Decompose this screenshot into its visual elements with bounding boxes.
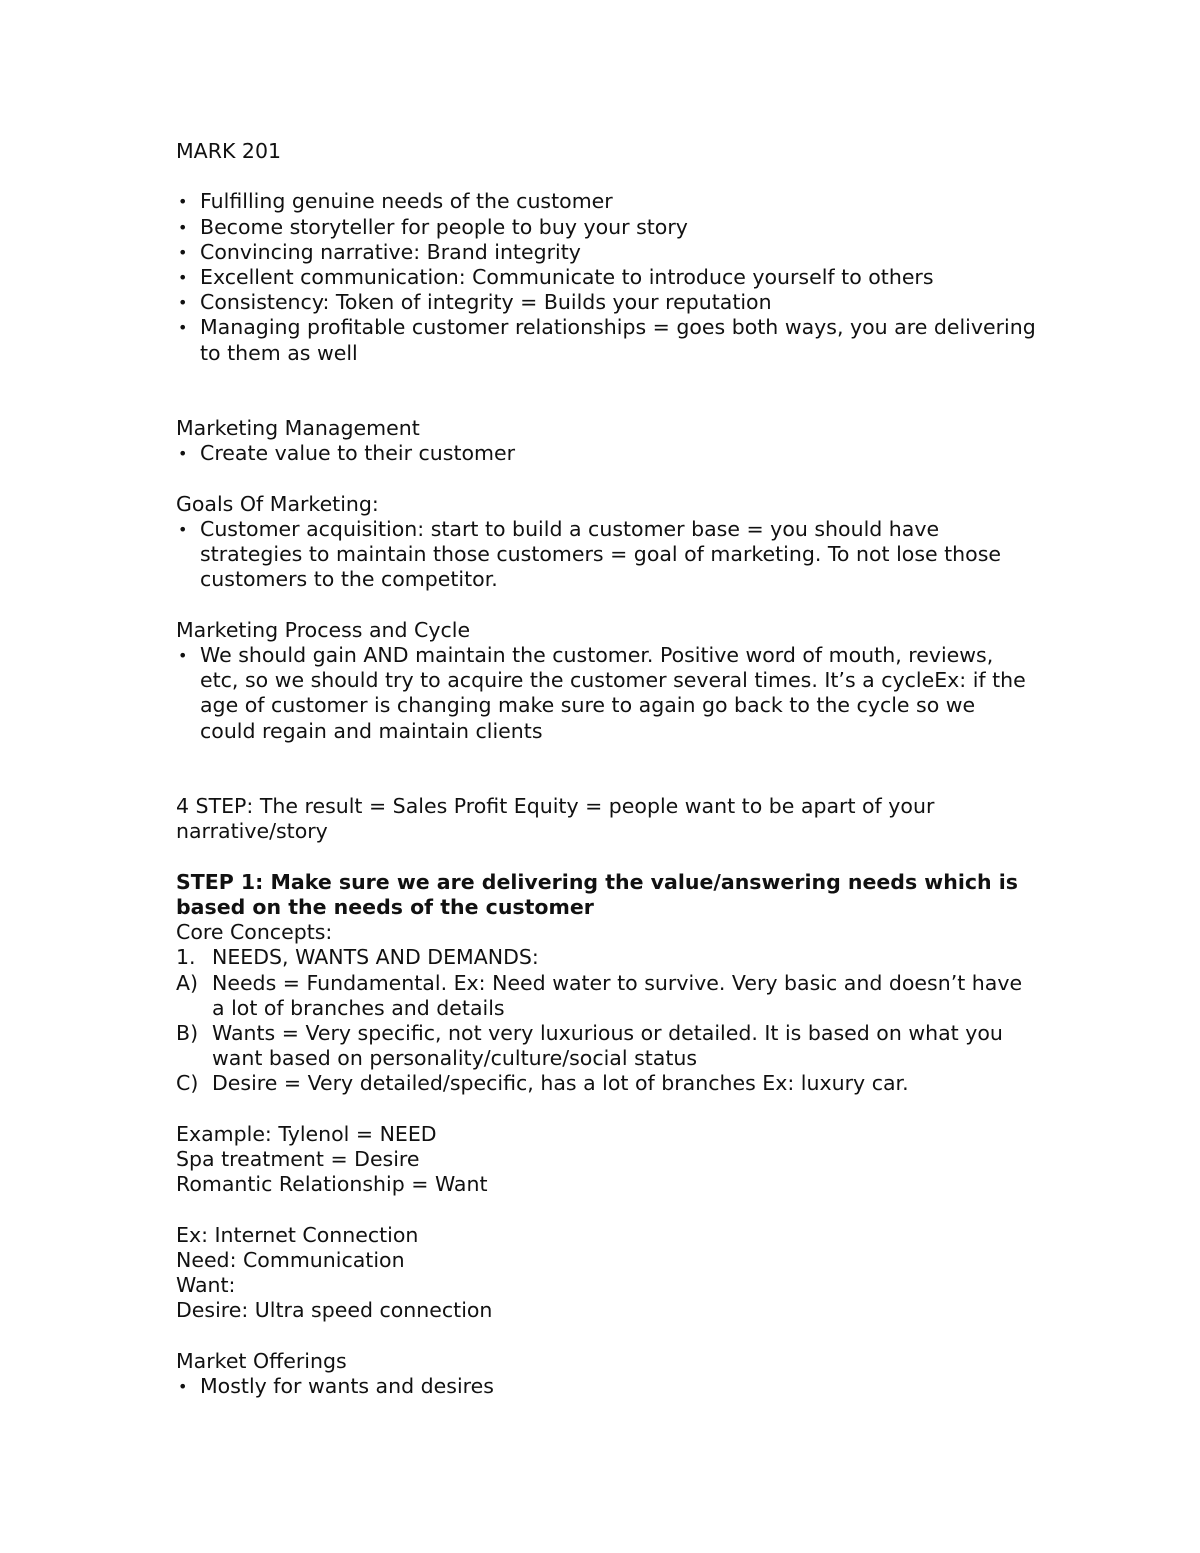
core-concepts-label: Core Concepts: xyxy=(176,920,333,945)
list-item: • Mostly for wants and desires xyxy=(176,1374,1036,1399)
list-item: • Customer acquisition: start to build a customer base = you should have strategies to maintain those customers = goal of marketing. To not lose those customers to the competitor. xyxy=(176,517,1036,593)
list-item xyxy=(176,971,1036,1021)
list-item xyxy=(176,1021,1036,1071)
example-line: Desire: Ultra speed connection xyxy=(176,1298,493,1323)
section-heading-market-offerings: Market Offerings xyxy=(176,1348,347,1373)
process-list xyxy=(176,643,1036,744)
section-heading-goals: Goals Of Marketing: xyxy=(176,491,379,516)
list-item-text: Needs = Fundamental. Ex: Need water to survive. Very basic and doesn’t have a lot of branches and details xyxy=(212,970,1023,1020)
example-line: Want: xyxy=(176,1273,236,1298)
list-item-text: NEEDS, WANTS AND DEMANDS: xyxy=(212,945,539,970)
list-marker: B) xyxy=(176,1021,199,1046)
goals-list xyxy=(176,517,1036,593)
list-marker: A) xyxy=(176,970,199,995)
list-item: • Managing profitable customer relationships = goes both ways, you are delivering to them as well xyxy=(176,315,1036,365)
marketing-management-list xyxy=(176,441,1036,466)
section-heading-marketing-management: Marketing Management xyxy=(176,416,420,441)
example-line: Need: Communication xyxy=(176,1247,405,1272)
section-heading-process: Marketing Process and Cycle xyxy=(176,617,471,642)
list-item: • Fulfilling genuine needs of the customer xyxy=(176,189,1036,214)
list-item: • Convincing narrative: Brand integrity xyxy=(176,240,1036,265)
list-marker: 1. xyxy=(176,945,196,970)
list-item: • Create value to their customer xyxy=(176,441,1036,466)
document-title: MARK 201 xyxy=(176,139,282,163)
example-line: Spa treatment = Desire xyxy=(176,1147,420,1172)
list-item xyxy=(176,1071,1036,1096)
intro-bullet-list xyxy=(176,189,1036,365)
list-item: • Become storyteller for people to buy your story xyxy=(176,215,1036,240)
core-concepts-list xyxy=(176,945,1036,1096)
step1-heading: STEP 1: Make sure we are delivering the value/answering needs which is based on the needs of the customer xyxy=(176,869,1018,919)
step4-paragraph: 4 STEP: The result = Sales Profit Equity = people want to be apart of your narrative/story xyxy=(176,794,935,844)
list-item: • Consistency: Token of integrity = Builds your reputation xyxy=(176,290,1036,315)
list-item xyxy=(176,945,1036,970)
example-line: Romantic Relationship = Want xyxy=(176,1172,488,1197)
list-item: • Excellent communication: Communicate to introduce yourself to others xyxy=(176,265,1036,290)
list-item-text: Wants = Very specific, not very luxurious or detailed. It is based on what you want based on personality/culture/social status xyxy=(212,1021,1003,1071)
example-line: Example: Tylenol = NEED xyxy=(176,1121,437,1146)
list-marker: C) xyxy=(176,1071,199,1096)
list-item: • We should gain AND maintain the customer. Positive word of mouth, reviews, etc, so we should try to acquire the customer several times. It’s a cycleEx: if the age of customer is changing make sure to again go back to the cycle so we could regain and maintain clients xyxy=(176,643,1036,744)
document-page xyxy=(176,139,1036,1399)
list-item-text: Desire = Very detailed/specific, has a lot of branches Ex: luxury car. xyxy=(212,1071,909,1096)
market-offerings-list xyxy=(176,1374,1036,1399)
example-line: Ex: Internet Connection xyxy=(176,1222,419,1247)
